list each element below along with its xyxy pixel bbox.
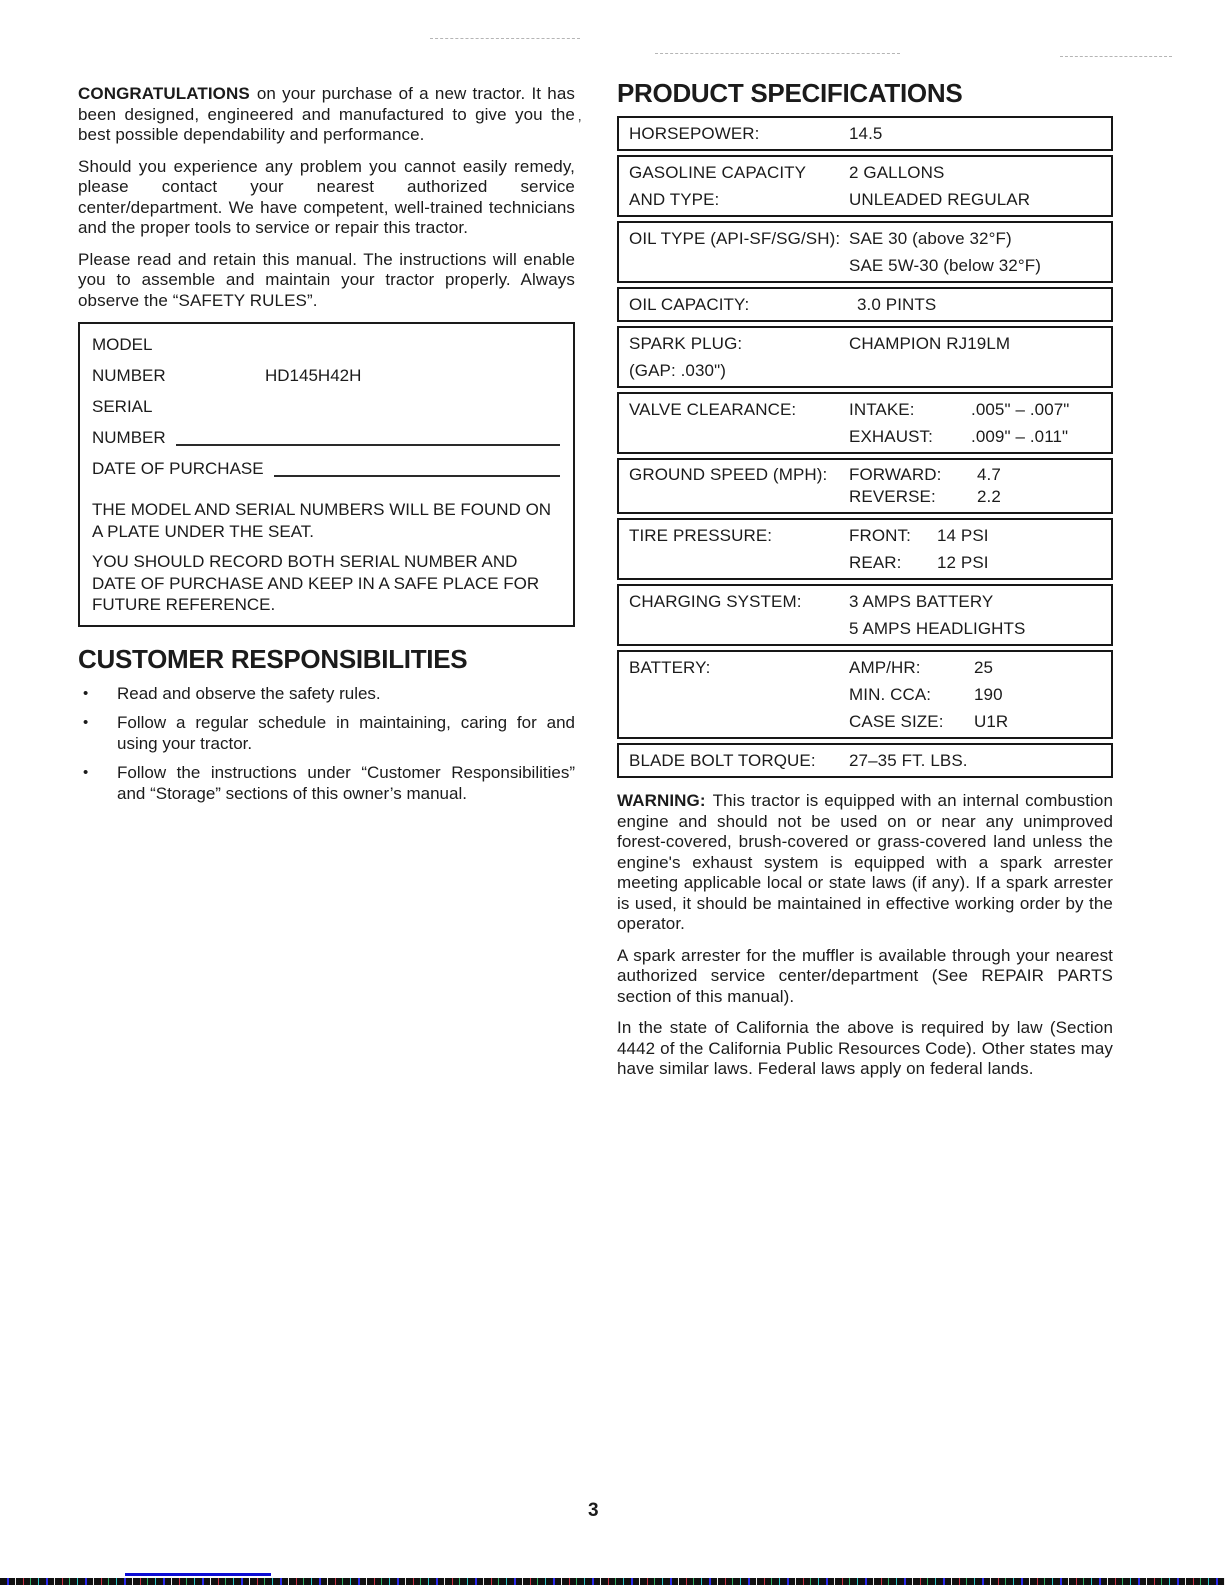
intro-paragraph-2: Should you experience any problem you cannot easily remedy, please contact your nearest authorized service center/department. We have competent, well-trained technicians and the proper tools to service or repair this tractor. <box>78 156 575 237</box>
intro-paragraph-1 <box>78 84 575 146</box>
spec-subvalue: 4.7 <box>977 465 1001 484</box>
spec-value-line <box>849 486 1105 508</box>
spec-value-line <box>849 423 1105 450</box>
spec-label-text: BATTERY: <box>629 658 711 677</box>
intro-paragraph-3: Please read and retain this manual. The instructions will enable you to assemble and maintain your tractor properly. Always observe the “SAFETY RULES”. <box>78 249 575 310</box>
congratulations-lead: CONGRATULATIONS <box>78 84 250 103</box>
spec-label-text: VALVE CLEARANCE: <box>629 400 797 419</box>
spec-subkey: REAR: <box>849 553 902 572</box>
spec-value <box>849 396 1111 450</box>
responsibility-text: Read and observe the safety rules. <box>117 683 381 703</box>
scan-blue-line <box>125 1573 271 1576</box>
scan-edge-strip <box>0 1578 1225 1585</box>
spec-label-text: AND TYPE: <box>629 190 720 209</box>
california-paragraph: In the state of California the above is required by law (Section 4442 of the California Public Resources Code). Other states may have similar laws. Federal laws apply on federal lands. <box>617 1018 1113 1078</box>
bullet-icon: • <box>83 684 89 702</box>
spec-subvalue: .005" – .007" <box>971 400 1070 419</box>
spec-value <box>849 654 1111 735</box>
model-number-line <box>92 366 560 397</box>
spec-row-ground-speed <box>617 458 1113 514</box>
spec-value <box>849 120 1111 147</box>
spec-label-text: SPARK PLUG: <box>629 334 743 353</box>
spec-value-text: 5 AMPS HEADLIGHTS <box>849 619 1026 638</box>
spec-row-oil-capacity <box>617 287 1113 322</box>
spec-subvalue: 25 <box>974 658 994 677</box>
spec-label <box>619 291 849 318</box>
spec-value-line <box>849 522 1105 549</box>
serial-number-line <box>92 428 560 459</box>
spec-label <box>619 464 849 508</box>
spec-value-text: 3.0 PINTS <box>857 295 937 314</box>
right-column <box>617 78 1113 1091</box>
warning-paragraph <box>617 791 1113 935</box>
date-of-purchase-blank <box>274 459 560 477</box>
spec-label <box>619 330 849 384</box>
responsibility-item <box>78 763 575 804</box>
spec-value-text: SAE 30 (above 32°F) <box>849 229 1012 248</box>
responsibility-text: Follow the instructions under “Customer Responsibilities” and “Storage” sections of this owner’s manual. <box>117 763 575 803</box>
spec-label-text: OIL TYPE (API-SF/SG/SH): <box>629 229 841 248</box>
model-number-label: NUMBER <box>92 366 166 385</box>
date-of-purchase-line <box>92 459 560 490</box>
warning-text: This tractor is equipped with an internal combustion engine and should not be used on or near any unimproved forest-covered, brush-covered or grass-covered land unless the engine's exhaust system is equipped with a spark arrester meeting applicable local or state laws (if any). If a spark arrester is used, it should be maintained in effective working order by the operator. <box>617 791 1113 933</box>
spec-value-text: CHAMPION RJ19LM <box>849 334 1011 353</box>
spec-subvalue: .009" – .011" <box>971 427 1069 446</box>
spec-subkey: CASE SIZE: <box>849 712 944 731</box>
serial-number-label: NUMBER <box>92 428 166 447</box>
spec-value-text: SAE 5W-30 (below 32°F) <box>849 256 1041 275</box>
spec-value-line <box>849 464 1105 486</box>
spec-value <box>849 522 1111 576</box>
spec-label-text: GASOLINE CAPACITY <box>629 163 807 182</box>
spec-value-text: 3 AMPS BATTERY <box>849 592 994 611</box>
spec-subvalue: U1R <box>974 712 1009 731</box>
spec-value-text: 27–35 FT. LBS. <box>849 751 968 770</box>
spec-subkey: FORWARD: <box>849 465 942 484</box>
serial-label-line <box>92 397 560 428</box>
spec-row-valve-clearance <box>617 392 1113 454</box>
scan-noise-line <box>430 38 580 39</box>
left-column <box>78 84 575 813</box>
spec-label-text: OIL CAPACITY: <box>629 295 750 314</box>
spec-row-spark-plug <box>617 326 1113 388</box>
spec-subkey: REVERSE: <box>849 487 936 506</box>
scan-noise-line <box>1060 56 1172 57</box>
spark-arrester-paragraph: A spark arrester for the muffler is available through your nearest authorized service center/department (See REPAIR PARTS section of this manual). <box>617 945 1113 1006</box>
bullet-icon: • <box>83 764 89 781</box>
spec-label <box>619 225 849 279</box>
serial-number-blank <box>176 428 560 446</box>
spec-value-text: 14.5 <box>849 124 883 143</box>
spec-subkey: MIN. CCA: <box>849 685 932 704</box>
spec-row-oil-type <box>617 221 1113 283</box>
spec-subvalue: 12 PSI <box>937 553 989 572</box>
spec-label <box>619 120 849 147</box>
spec-row-battery <box>617 650 1113 739</box>
intro-paragraph-1-text: on your purchase of a new tractor. It has been designed, engineered and manufactured to give you the best possible dependability and performance. <box>78 84 575 144</box>
responsibility-item <box>78 684 575 705</box>
spec-label <box>619 654 849 735</box>
bullet-icon: • <box>83 714 89 731</box>
spec-row-blade-bolt-torque <box>617 743 1113 778</box>
model-label: MODEL <box>92 335 153 354</box>
spec-value <box>849 588 1111 642</box>
spec-row-gasoline <box>617 155 1113 217</box>
spec-row-tire-pressure <box>617 518 1113 580</box>
spec-value-line <box>849 708 1105 735</box>
product-specifications-title: PRODUCT SPECIFICATIONS <box>617 78 963 108</box>
spec-value-text: 2 GALLONS <box>849 163 945 182</box>
spec-table <box>617 116 1113 778</box>
scan-noise-line <box>655 53 900 54</box>
spec-value <box>849 291 1111 318</box>
scan-noise-mark: ’ <box>578 116 582 133</box>
spec-subkey: AMP/HR: <box>849 658 921 677</box>
spec-subvalue: 2.2 <box>977 487 1001 506</box>
spec-label <box>619 522 849 576</box>
spec-label-text: TIRE PRESSURE: <box>629 526 773 545</box>
model-number-value: HD145H42H <box>265 366 362 385</box>
serial-label: SERIAL <box>92 397 153 416</box>
model-box-note-2: YOU SHOULD RECORD BOTH SERIAL NUMBER AND DATE OF PURCHASE AND KEEP IN A SAFE PLACE FOR FUTURE REFERENCE. <box>92 552 540 614</box>
spec-subkey: INTAKE: <box>849 400 915 419</box>
model-box-note-1: THE MODEL AND SERIAL NUMBERS WILL BE FOUND ON A PLATE UNDER THE SEAT. <box>92 500 552 541</box>
responsibility-text: Follow a regular schedule in maintaining, caring for and using your tractor. <box>117 713 575 753</box>
spec-value-text: UNLEADED REGULAR <box>849 190 1031 209</box>
spec-label-text: GROUND SPEED (MPH): <box>629 465 828 484</box>
responsibility-item <box>78 713 575 754</box>
spec-value <box>849 464 1111 508</box>
spec-value <box>849 159 1111 213</box>
spec-label <box>619 588 849 642</box>
warning-lead: WARNING: <box>617 791 706 810</box>
spec-row-charging-system <box>617 584 1113 646</box>
spec-label <box>619 747 849 774</box>
spec-label-text: CHARGING SYSTEM: <box>629 592 802 611</box>
spec-row-horsepower <box>617 116 1113 151</box>
spec-value-line <box>849 681 1105 708</box>
spec-value <box>849 330 1111 384</box>
spec-value-line <box>849 654 1105 681</box>
date-of-purchase-label: DATE OF PURCHASE <box>92 459 264 478</box>
spec-subvalue: 190 <box>974 685 1003 704</box>
spec-label-text: (GAP: .030") <box>629 361 726 380</box>
page-number: 3 <box>588 1500 599 1521</box>
spec-subkey: EXHAUST: <box>849 427 933 446</box>
spec-value <box>849 225 1111 279</box>
spec-label-text: BLADE BOLT TORQUE: <box>629 751 816 770</box>
spec-subvalue: 14 PSI <box>937 526 989 545</box>
customer-responsibilities-title: CUSTOMER RESPONSIBILITIES <box>78 643 468 674</box>
spec-subkey: FRONT: <box>849 526 911 545</box>
model-label-line <box>92 335 560 366</box>
model-serial-box <box>78 322 575 627</box>
spec-label <box>619 159 849 213</box>
spec-value-line <box>849 396 1105 423</box>
spec-label-text: HORSEPOWER: <box>629 124 760 143</box>
spec-value-line <box>849 549 1105 576</box>
spec-label <box>619 396 849 450</box>
spec-value <box>849 747 1111 774</box>
